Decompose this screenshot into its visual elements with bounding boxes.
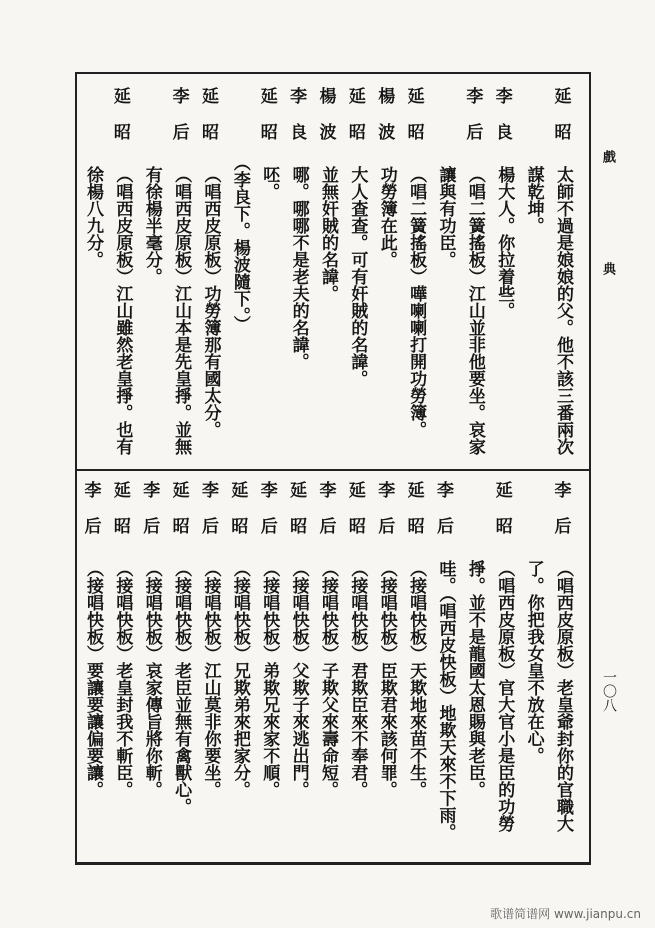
dialogue-text: 並無奸賊的名諱。 xyxy=(318,166,338,302)
speaker-name xyxy=(170,481,192,537)
speaker-char: 良 xyxy=(290,123,308,143)
speaker-char: 昭 xyxy=(348,123,366,143)
speaker-name xyxy=(493,87,515,143)
speaker-name xyxy=(346,87,368,143)
speaker-name xyxy=(170,87,192,143)
running-header-top: 戲 xyxy=(600,150,615,163)
dialogue-text: （接唱快板）弟欺兄來家不順。 xyxy=(259,560,280,798)
speaker-char: 李 xyxy=(466,87,484,107)
dialogue-text: （唱西皮原板）功勞簿那有國太分。 xyxy=(200,166,221,438)
dialogue-text: （唱西皮原板）官大官小是臣的功勞 xyxy=(494,560,515,832)
speaker-name xyxy=(552,87,574,143)
speaker-name xyxy=(376,481,398,537)
speaker-char: 后 xyxy=(554,517,572,537)
speaker-name xyxy=(82,481,104,537)
dialogue-text: （接唱快板）江山莫非你要坐。 xyxy=(200,560,221,798)
page-number: 一〇八 xyxy=(601,670,617,712)
stage-direction: （李良下。楊波隨下。） xyxy=(229,154,250,333)
speaker-name xyxy=(317,87,339,143)
speaker-name xyxy=(200,87,222,143)
speaker-char: 延 xyxy=(260,87,278,107)
dialogue-text: 讓與有功臣。 xyxy=(435,166,456,268)
dialogue-text: （唱西皮原板）老皇爺封你的官職大 xyxy=(553,560,573,832)
dialogue-text: 哪。哪哪不是老夫的名諱。 xyxy=(288,166,309,370)
speaker-char: 延 xyxy=(407,481,425,501)
speaker-name xyxy=(288,481,310,537)
dialogue-text: （接唱快板）天欺地來苗不生。 xyxy=(406,560,427,798)
speaker-char: 李 xyxy=(290,87,308,107)
dialogue-text: （接唱快板）臣欺君來該何罪。 xyxy=(376,560,397,798)
dialogue-text: （接唱快板）父欺子來逃出門。 xyxy=(288,560,309,798)
dialogue-text: 謀乾坤。 xyxy=(523,166,544,234)
speaker-char: 延 xyxy=(231,481,249,501)
speaker-char: 昭 xyxy=(495,517,513,537)
dialogue-text: （唱二簧搖板）嘩喇喇打開功勞簿。 xyxy=(406,166,427,438)
speaker-name xyxy=(405,481,427,537)
speaker-char: 昭 xyxy=(348,517,366,537)
speaker-char: 李 xyxy=(319,481,337,501)
dialogue-text: （唱西皮原板）江山本是先皇掙。並無 xyxy=(171,166,192,455)
speaker-char: 后 xyxy=(437,517,454,537)
speaker-name xyxy=(200,481,222,537)
speaker-char: 后 xyxy=(260,517,278,537)
speaker-name xyxy=(141,481,163,537)
speaker-char: 昭 xyxy=(172,517,190,537)
speaker-char: 后 xyxy=(143,517,161,537)
speaker-name xyxy=(552,481,574,537)
speaker-char: 延 xyxy=(290,481,308,501)
speaker-char: 李 xyxy=(260,481,278,501)
speaker-name xyxy=(376,87,398,143)
section-divider xyxy=(75,469,589,471)
dialogue-text: 功勞簿在此。 xyxy=(376,166,397,268)
speaker-char: 李 xyxy=(378,481,396,501)
dialogue-text: （接唱快板）兄欺弟來把家分。 xyxy=(229,560,250,798)
speaker-char: 楊 xyxy=(319,87,337,107)
speaker-char: 延 xyxy=(554,87,572,107)
speaker-char: 昭 xyxy=(113,123,131,143)
speaker-name xyxy=(288,87,310,143)
speaker-char: 李 xyxy=(495,87,513,107)
dialogue-text: （接唱快板）子欺父來壽命短。 xyxy=(318,560,338,798)
dialogue-text: 掙。並不是龍國太恩賜與老臣。 xyxy=(464,560,485,798)
dialogue-text: 哇。（唱西皮快板）地欺天來不下雨。 xyxy=(435,560,456,841)
speaker-char: 李 xyxy=(84,481,102,501)
dialogue-text: （接唱快板）君欺臣來不奉君。 xyxy=(347,560,368,798)
speaker-name xyxy=(229,481,251,537)
speaker-char: 昭 xyxy=(202,123,219,143)
speaker-name xyxy=(317,481,339,537)
dialogue-text: 徐楊八九分。 xyxy=(83,166,103,268)
speaker-char: 楊 xyxy=(378,87,396,107)
speaker-name xyxy=(111,481,133,537)
speaker-char: 昭 xyxy=(407,517,425,537)
dialogue-text: 大人查查。可有奸賊的名諱。 xyxy=(347,166,368,387)
speaker-char: 后 xyxy=(202,517,219,537)
speaker-name xyxy=(111,87,133,143)
watermark: 歌谱简谱网 www.jianpu.cn xyxy=(490,907,641,921)
speaker-char: 李 xyxy=(554,481,572,501)
dialogue-text: （接唱快板）要讓要讓偏要讓。 xyxy=(83,560,103,798)
speaker-name xyxy=(258,481,280,537)
speaker-char: 波 xyxy=(319,123,337,143)
dialogue-text: 呸。 xyxy=(259,166,280,200)
speaker-char: 昭 xyxy=(260,123,278,143)
dialogue-text: 楊大人。你拉着些。 xyxy=(494,166,515,319)
speaker-char: 昭 xyxy=(554,123,572,143)
speaker-char: 延 xyxy=(202,87,219,107)
speaker-char: 昭 xyxy=(290,517,308,537)
speaker-name xyxy=(464,87,486,143)
speaker-char: 延 xyxy=(407,87,425,107)
speaker-name xyxy=(493,481,515,537)
speaker-char: 延 xyxy=(172,481,190,501)
speaker-char: 昭 xyxy=(407,123,425,143)
speaker-char: 延 xyxy=(348,481,366,501)
speaker-char: 良 xyxy=(495,123,513,143)
speaker-char: 李 xyxy=(437,481,454,501)
speaker-name xyxy=(346,481,368,537)
speaker-char: 延 xyxy=(495,481,513,501)
speaker-char: 后 xyxy=(319,517,337,537)
speaker-char: 延 xyxy=(348,87,366,107)
speaker-char: 昭 xyxy=(231,517,249,537)
dialogue-text: （接唱快板）老皇封我不斬臣。 xyxy=(112,560,133,798)
speaker-char: 昭 xyxy=(113,517,131,537)
speaker-char: 后 xyxy=(172,123,190,143)
speaker-char: 李 xyxy=(143,481,161,501)
dialogue-text: 太師不過是娘娘的父。他不該三番兩次 xyxy=(553,166,573,455)
speaker-name xyxy=(258,87,280,143)
speaker-char: 波 xyxy=(378,123,396,143)
dialogue-text: 有徐楊半毫分。 xyxy=(141,166,162,285)
speaker-char: 李 xyxy=(202,481,219,501)
speaker-char: 延 xyxy=(113,87,131,107)
speaker-char: 后 xyxy=(378,517,396,537)
dialogue-text: （唱西皮原板）江山雖然老皇掙。也有 xyxy=(112,166,133,455)
dialogue-text: （接唱快板）老臣並無有禽獸心。 xyxy=(171,560,192,815)
speaker-char: 后 xyxy=(466,123,484,143)
speaker-char: 后 xyxy=(84,517,102,537)
dialogue-text: 了。你把我女皇不放在心。 xyxy=(523,560,544,764)
speaker-char: 李 xyxy=(172,87,190,107)
dialogue-text: （唱二簧搖板）江山並非他要坐。哀家 xyxy=(464,166,485,455)
dialogue-text: （接唱快板）哀家傳旨將你斬。 xyxy=(141,560,162,798)
speaker-char: 延 xyxy=(113,481,131,501)
running-header-bottom: 典 xyxy=(600,262,615,275)
speaker-name xyxy=(435,481,457,537)
speaker-name xyxy=(405,87,427,143)
